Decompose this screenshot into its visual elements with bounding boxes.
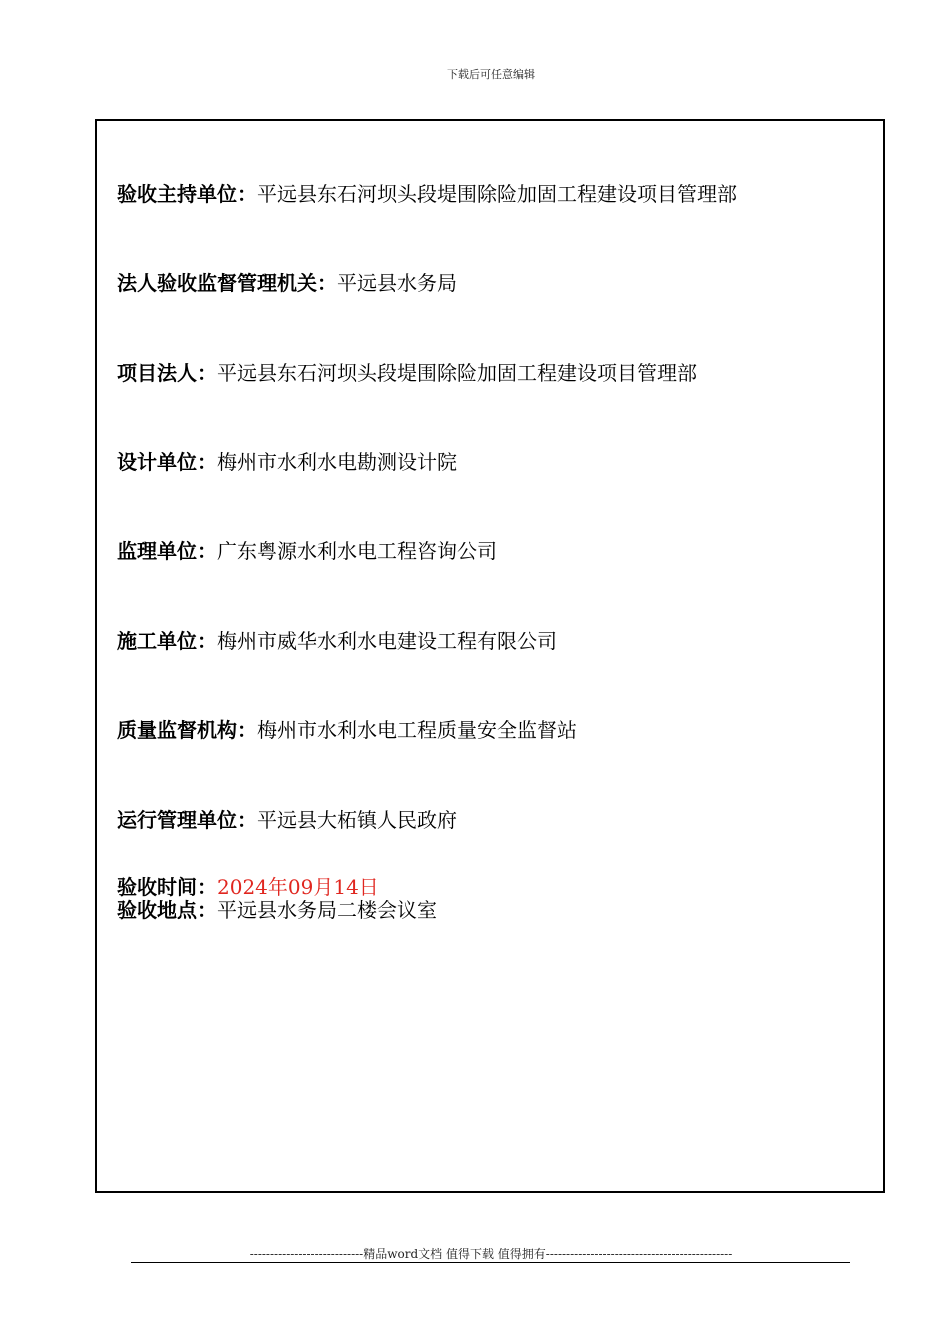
field-construction-unit	[117, 629, 557, 653]
field-label: 质量监督机构：	[117, 718, 257, 742]
field-acceptance-host	[117, 182, 737, 206]
field-value: 梅州市水利水电工程质量安全监督站	[257, 718, 577, 742]
field-value: 平远县东石河坝头段堤围除险加固工程建设项目管理部	[217, 361, 697, 385]
page-footer-note: ----------------------------精品word文档 值得下载 值得拥有----------------------------------------------	[249, 1247, 733, 1261]
field-acceptance-location	[117, 898, 437, 922]
field-label: 设计单位：	[117, 450, 217, 474]
field-label: 运行管理单位：	[117, 808, 257, 832]
acceptance-date: 2024年09月14日	[217, 875, 379, 899]
field-label: 验收时间：	[117, 875, 217, 899]
field-label: 施工单位：	[117, 629, 217, 653]
field-value: 梅州市威华水利水电建设工程有限公司	[217, 629, 557, 653]
field-supervising-authority	[117, 271, 457, 295]
field-value: 平远县东石河坝头段堤围除险加固工程建设项目管理部	[257, 182, 737, 206]
field-design-unit	[117, 450, 457, 474]
field-value: 梅州市水利水电勘测设计院	[217, 450, 457, 474]
field-label: 验收主持单位：	[117, 182, 257, 206]
field-quality-supervision	[117, 718, 577, 742]
field-label: 监理单位：	[117, 539, 217, 563]
footer-divider	[131, 1262, 850, 1263]
field-label: 法人验收监督管理机关：	[117, 271, 337, 295]
field-value: 广东粤源水利水电工程咨询公司	[217, 539, 497, 563]
field-label: 验收地点：	[117, 898, 217, 922]
page-header-note: 下载后可任意编辑	[447, 68, 535, 81]
field-operation-unit	[117, 808, 457, 832]
field-value: 平远县大柘镇人民政府	[257, 808, 457, 832]
field-project-legal-person	[117, 361, 697, 385]
field-label: 项目法人：	[117, 361, 217, 385]
field-acceptance-time	[117, 875, 379, 899]
field-value: 平远县水务局二楼会议室	[217, 898, 437, 922]
field-supervision-unit	[117, 539, 497, 563]
document-frame	[95, 119, 885, 1193]
field-value: 平远县水务局	[337, 271, 457, 295]
